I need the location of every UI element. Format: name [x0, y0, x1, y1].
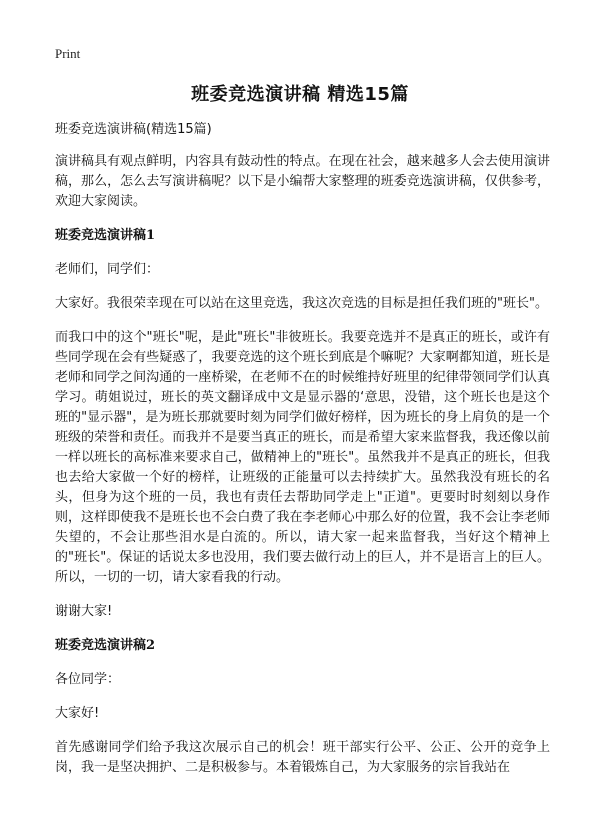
paragraph-1-2: 而我口中的这个"班长"呢，是此"班长"非彼班长。我要竞选并不是真正的班长，或许有些同学现在会有些疑惑了，我要竞选的这个班长到底是个嘛呢？大家啊都知道，班长是老师和同学之间沟通的一座桥梁，在老师不在的时候维持好班里的纪律带领同学们认真学习。萌姐说过，班长的英文翻译成中文是显示器的‘意思，没错，这个班长也是这个班的"显示器"，是为班长那就要时刻为同学们做好榜样，因为班长的身上肩负的是一个班级的荣誉和责任。而我并不是要当真正的班长，而是希望大家来监督我，我还像以前一样以班长的高标准来要求自己，做精神上的"班长"。虽然我并不是真正的班长，但我也去给大家做一个好的榜样，让班级的正能量可以去持续扩大。虽然我没有班长的名头，但身为这个班的一员，我也有责任去帮助同学走上"正道"。更要时时刻刻以身作则，这样即使我不是班长也不会白费了我在李老师心中那么好的位置，我不会让李老师失望的，不会让那些泪水是白流的。所以，请大家一起来监督我，当好这个精神上的"班长"。保证的话说太多也没用，我们要去做行动上的巨人，并不是语言上的巨人。所以，一切的一切，请大家看我的行动。	[55, 330, 550, 585]
thanks-1: 谢谢大家!	[55, 604, 113, 619]
print-link[interactable]: Print	[55, 46, 81, 61]
section-heading-2: 班委竞选演讲稿2	[55, 638, 156, 653]
paragraph-1-1: 大家好。我很荣幸现在可以站在这里竞选，我这次竞选的目标是担任我们班的"班长"。	[55, 296, 548, 311]
paragraph-2-2: 首先感谢同学们给予我这次展示自己的机会！班干部实行公平、公正、公开的竞争上岗，我一是坚决拥护、二是积极参与。本着锻炼自己，为大家服务的宗旨我站在	[55, 740, 550, 775]
document-subtitle: 班委竞选演讲稿(精选15篇)	[55, 122, 212, 137]
section-heading-1: 班委竞选演讲稿1	[55, 228, 156, 243]
intro-paragraph: 演讲稿具有观点鲜明，内容具有鼓动性的特点。在现在社会，越来越多人会去使用演讲稿，那么，怎么去写演讲稿呢？以下是小编帮大家整理的班委竞选演讲稿，仅供参考，欢迎大家阅读。	[55, 154, 550, 209]
greeting-2: 各位同学：	[55, 672, 121, 687]
page-title: 班委竞选演讲稿 精选15篇	[191, 84, 409, 105]
greeting-1: 老师们，同学们：	[55, 262, 160, 277]
document-body	[55, 120, 550, 792]
paragraph-2-1: 大家好!	[55, 706, 100, 721]
